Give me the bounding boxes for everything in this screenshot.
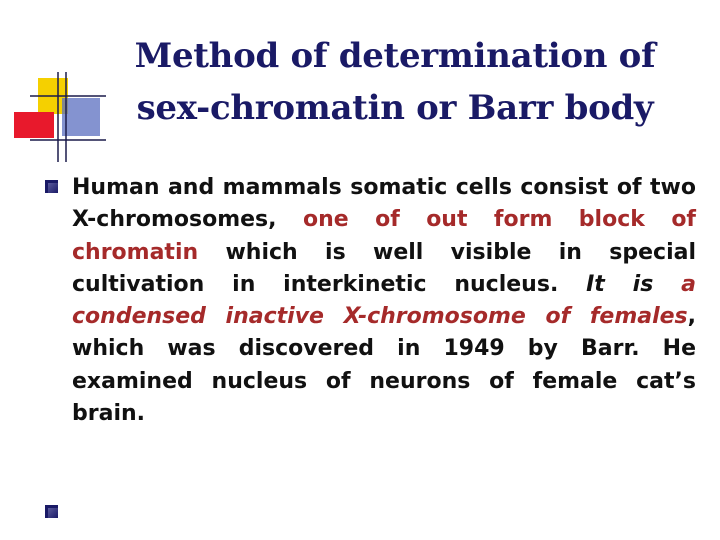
title-line-2: sex-chromatin or Barr body [136,88,654,128]
square-bullet-icon [45,505,58,518]
text-segment: which is well visible in special cultivation in interkinetic nucleus. [72,239,696,297]
text-segment [653,272,681,297]
text-segment: Human and mammals somatic cells consist of two X-chromosomes, [72,175,696,233]
italic-phrase: It is [586,271,654,297]
square-bullet-icon [45,180,58,193]
highlighted-italic-phrase: a condensed inactive X-chromosome of females [72,271,696,330]
highlighted-phrase: one of out form block of chromatin [72,207,696,265]
bullet-text [72,172,696,430]
text-segment: , which was discovered in 1949 by Barr. He examined nucleus of neurons of female cat’s brain. [72,304,696,427]
title-line-1: Method of determination of [134,36,656,76]
